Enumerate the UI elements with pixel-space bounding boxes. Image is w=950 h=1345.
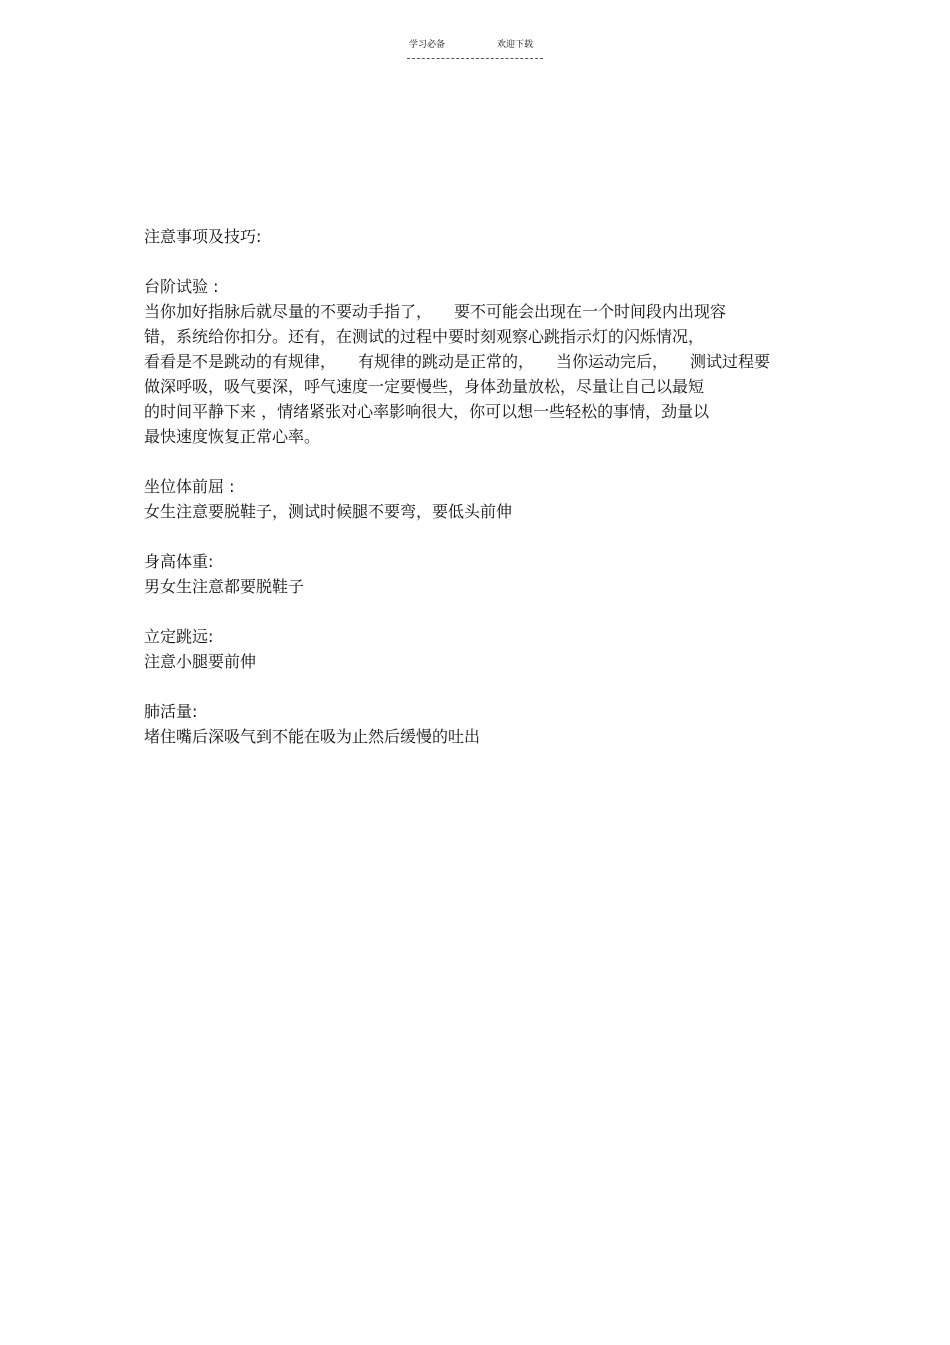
section-height-weight [144, 549, 824, 599]
section-step-test [144, 274, 824, 449]
document-title: 注意事项及技巧: [144, 227, 262, 246]
text-fragment: 看看是不是跳动的有规律， [144, 352, 337, 371]
text-fragment: 有规律的跳动是正常的， [358, 352, 535, 371]
paragraph-line: 注意小腿要前伸 [144, 652, 257, 671]
paragraph-line: 堵住嘴后深吸气到不能在吸为止然后缓慢的吐出 [144, 727, 481, 746]
paragraph-line: 最快速度恢复正常心率。 [144, 427, 321, 446]
text-fragment: 当你运动完后， [556, 352, 669, 371]
header-left-text: 学习必备 [409, 40, 446, 50]
section-heading: 身高体重: [144, 552, 214, 571]
section-lung-capacity [144, 699, 824, 749]
section-sit-and-reach [144, 474, 824, 524]
section-heading: 立定跳远: [144, 627, 214, 646]
section-heading: 坐位体前屈 : [144, 477, 235, 496]
text-fragment: 当你加好指脉后就尽量的不要动手指了， [144, 302, 433, 321]
paragraph-line: 错，系统给你扣分。还有，在测试的过程中要时刻观察心跳指示灯的闪烁情况， [144, 327, 705, 346]
text-fragment: 测试过程要 [690, 352, 771, 371]
paragraph-line [144, 299, 824, 324]
paragraph-line: 男女生注意都要脱鞋子 [144, 577, 305, 596]
page-header [407, 38, 543, 59]
paragraph-line: 的时间平静下来 ，情绪紧张对心率影响很大，你可以想一些轻松的事情，劲量以 [144, 402, 710, 421]
section-standing-long-jump [144, 624, 824, 674]
section-heading: 台阶试验 : [144, 277, 219, 296]
paragraph-line: 女生注意要脱鞋子，测试时候腿不要弯，要低头前伸 [144, 502, 513, 521]
paragraph-line [144, 349, 824, 374]
text-fragment: 要不可能会出现在一个时间段内出现容 [454, 302, 727, 321]
header-right-text: 欢迎下载 [497, 40, 534, 50]
paragraph-line: 做深呼吸，吸气要深，呼气速度一定要慢些，身体劲量放松，尽量让自己以最短 [144, 377, 705, 396]
document-body [144, 224, 824, 749]
section-heading: 肺活量: [144, 702, 198, 721]
